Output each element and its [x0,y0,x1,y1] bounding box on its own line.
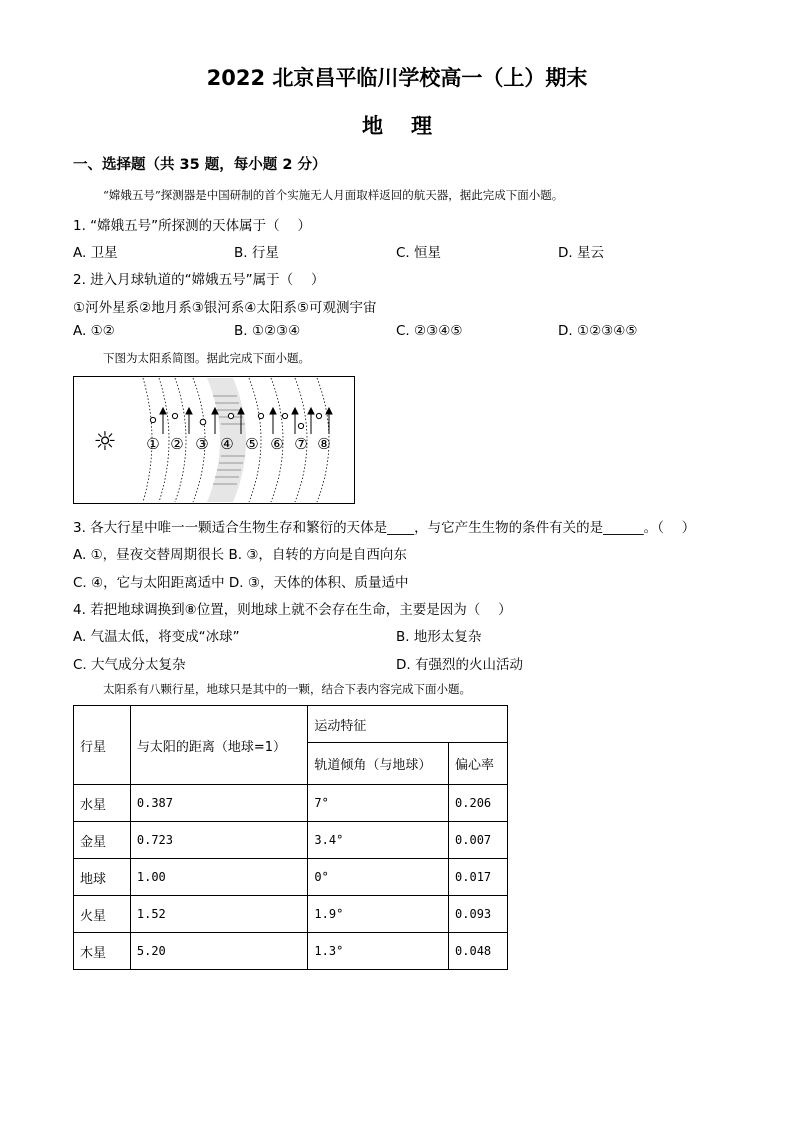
planet-dot-8 [316,413,321,418]
q2-stem: 2. 进入月球轨道的“嫦娥五号”属于（ ） [73,272,325,288]
table-header-eccentricity: 偏心率 [449,743,508,785]
cell-eccentricity: 0.206 [449,785,508,822]
planet-label-3: ③ [195,435,209,453]
cell-inclination: 0° [308,859,449,896]
group1-intro: “嫦娥五号”探测器是中国研制的首个实施无人月面取样返回的航天器，据此完成下面小题。 [103,188,564,202]
table-row [74,933,508,970]
cell-planet: 木星 [74,933,131,970]
q1-option-a: A. 卫星 [73,245,118,261]
planet-label-4: ④ [220,435,234,453]
q3-options-line1: A. ①，昼夜交替周期很长 B. ③，自转的方向是自西向东 [73,547,407,563]
table-row [74,822,508,859]
cell-eccentricity: 0.048 [449,933,508,970]
planet-label-6: ⑥ [270,435,284,453]
group2-intro: 下图为太阳系简图。据此完成下面小题。 [103,351,310,365]
cell-inclination: 1.9° [308,896,449,933]
planet-dot-1 [150,417,155,422]
solar-system-diagram [73,376,355,504]
q2-option-d: D. ①②③④⑤ [558,323,638,339]
table-row [74,859,508,896]
cell-distance: 1.00 [130,859,308,896]
q4-option-b: B. 地形太复杂 [396,629,482,645]
table-header-motion: 运动特征 [308,706,508,743]
q1-stem: 1. “嫦娥五号”所探测的天体属于（ ） [73,218,311,234]
q1-option-c: C. 恒星 [396,245,442,261]
q4-option-d: D. 有强烈的火山活动 [396,657,523,673]
section-heading: 一、选择题（共 35 题，每小题 2 分） [73,157,327,173]
cell-distance: 5.20 [130,933,308,970]
table-header-distance: 与太阳的距离（地球=1） [130,706,308,785]
cell-inclination: 1.3° [308,933,449,970]
cell-distance: 1.52 [130,896,308,933]
cell-planet: 金星 [74,822,131,859]
planet-table [73,705,508,970]
cell-inclination: 3.4° [308,822,449,859]
planet-label-2: ② [170,435,184,453]
q4-option-c: C. 大气成分太复杂 [73,657,186,673]
planet-label-8: ⑧ [317,435,331,453]
planet-dot-5 [258,413,263,418]
q2-option-b: B. ①②③④ [234,323,301,339]
planet-dot-2 [172,413,177,418]
cell-planet: 地球 [74,859,131,896]
cell-distance: 0.723 [130,822,308,859]
table-row [74,896,508,933]
page-title: 2022 北京昌平临川学校高一（上）期末 [206,66,588,90]
q1-option-d: D. 星云 [558,245,604,261]
cell-planet: 火星 [74,896,131,933]
planet-label-5: ⑤ [245,435,259,453]
q2-option-c: C. ②③④⑤ [396,323,463,339]
planet-label-1: ① [146,435,160,453]
q4-option-a: A. 气温太低，将变成“冰球” [73,629,240,645]
subject-title: 地理 [362,114,460,138]
cell-eccentricity: 0.007 [449,822,508,859]
cell-planet: 水星 [74,785,131,822]
q2-list: ①河外星系②地月系③银河系④太阳系⑤可观测宇宙 [73,300,377,316]
sun-icon: ☼ [93,427,117,457]
q4-stem: 4. 若把地球调换到⑧位置，则地球上就不会存在生命，主要是因为（ ） [73,602,512,618]
table-header-inclination: 轨道倾角（与地球） [308,743,449,785]
planet-dot-4 [228,413,233,418]
q3-options-line2: C. ④，它与太阳距离适中 D. ③，天体的体积、质量适中 [73,575,409,591]
planet-dot-3 [200,419,206,425]
planet-dot-7 [298,423,303,428]
table-header-planet: 行星 [74,706,131,785]
cell-distance: 0.387 [130,785,308,822]
table-row [74,785,508,822]
cell-eccentricity: 0.093 [449,896,508,933]
group3-intro: 太阳系有八颗行星，地球只是其中的一颗，结合下表内容完成下面小题。 [103,682,471,696]
q3-stem: 3. 各大行星中唯一一颗适合生物生存和繁衍的天体是____，与它产生生物的条件有关的是______。（ ） [73,520,696,536]
planet-label-7: ⑦ [294,435,308,453]
planet-dot-6 [282,413,287,418]
cell-inclination: 7° [308,785,449,822]
q2-option-a: A. ①② [73,323,115,339]
cell-eccentricity: 0.017 [449,859,508,896]
q1-option-b: B. 行星 [234,245,279,261]
